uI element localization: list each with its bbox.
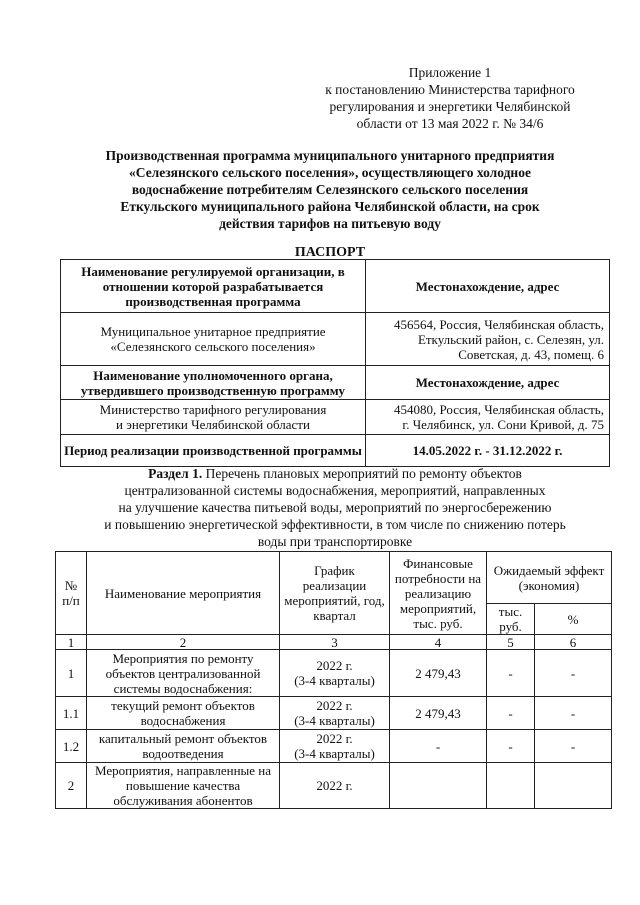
header-finance: Финансовые потребности на реализацию мероприятий, тыс. руб.	[390, 552, 487, 635]
row-effect-pct	[535, 763, 612, 809]
section1-line: Перечень плановых мероприятий по ремонту объектов	[205, 466, 522, 481]
authority-name-line: Министерство тарифного регулирования	[99, 402, 327, 417]
column-number: 2	[87, 635, 280, 650]
row-schedule	[280, 697, 390, 730]
authority-name-cell	[61, 400, 366, 435]
events-table	[55, 551, 612, 809]
header-effect-pct: %	[535, 604, 612, 635]
title-line: Еткульского муниципального района Челябинской области, на срок	[120, 199, 540, 214]
row-finance: -	[390, 730, 487, 763]
row-finance: 2 479,43	[390, 697, 487, 730]
row-name: капитальный ремонт объектов водоотведения	[87, 730, 280, 763]
section1-line: централизованной системы водоснабжения, мероприятий, направленных	[124, 483, 546, 498]
authority-address-line: г. Челябинск, ул. Сони Кривой, д. 75	[402, 417, 604, 432]
schedule-year: 2022 г.	[316, 658, 353, 673]
row-finance	[390, 763, 487, 809]
table-row	[56, 730, 612, 763]
title-line: действия тарифов на питьевую воду	[219, 216, 441, 231]
row-effect-rub: -	[487, 650, 535, 697]
row-name: Мероприятия, направленные на повышение качества обслуживания абонентов	[87, 763, 280, 809]
section1-heading	[55, 465, 615, 550]
column-number: 1	[56, 635, 87, 650]
org-name-line: Муниципальное унитарное предприятие	[100, 324, 326, 339]
row-num: 1.1	[56, 697, 87, 730]
org-address-cell	[366, 313, 610, 366]
section1-line: на улучшение качества питьевой воды, мероприятий по энергосбережению	[118, 500, 552, 515]
row-num: 1.2	[56, 730, 87, 763]
org-address-line: Советская, д. 43, помещ. 6	[458, 346, 604, 362]
header-schedule: График реализации мероприятий, год, квартал	[280, 552, 390, 635]
appendix-line: Приложение 1	[408, 65, 492, 80]
header-num: № п/п	[56, 552, 87, 635]
org-address-line: Еткульский район, с. Селезян, ул.	[417, 331, 604, 347]
row-effect-pct: -	[535, 730, 612, 763]
appendix-note	[300, 64, 600, 132]
column-number: 4	[390, 635, 487, 650]
title-line: «Селезянского сельского поселения», осуществляющего холодное	[129, 165, 531, 180]
table-row	[56, 763, 612, 809]
section1-first-line	[55, 465, 615, 482]
header-effect: Ожидаемый эффект (экономия)	[487, 552, 612, 604]
title-line: водоснабжение потребителям Селезянского сельского поселения	[131, 182, 529, 197]
section1-line: воды при транспортировке	[257, 534, 413, 549]
org-name-line: «Селезянского сельского поселения»	[110, 339, 316, 354]
period-header-cell: Период реализации производственной программы	[61, 435, 366, 467]
row-schedule	[280, 763, 390, 809]
column-number: 6	[535, 635, 612, 650]
row-name: текущий ремонт объектов водоснабжения	[87, 697, 280, 730]
schedule-year: 2022 г.	[316, 731, 353, 746]
header-effect-rub: тыс. руб.	[487, 604, 535, 635]
org-name-cell	[61, 313, 366, 366]
appendix-line: области от 13 мая 2022 г. № 34/6	[356, 116, 544, 131]
section1-line: и повышению энергетической эффективности, в том числе по снижению потерь	[104, 517, 566, 532]
authority-name-line: и энергетики Челябинской области	[116, 417, 310, 432]
passport-table	[60, 259, 610, 467]
row-name: Мероприятия по ремонту объектов централизованной системы водоснабжения:	[87, 650, 280, 697]
authority-address-line: 454080, Россия, Челябинская область,	[394, 402, 604, 417]
schedule-quarters: (3-4 кварталы)	[294, 713, 375, 728]
row-effect-rub: -	[487, 697, 535, 730]
appendix-line: к постановлению Министерства тарифного	[325, 82, 575, 97]
row-effect-pct: -	[535, 650, 612, 697]
period-value-cell: 14.05.2022 г. - 31.12.2022 г.	[366, 435, 610, 467]
row-schedule	[280, 730, 390, 763]
table-row	[56, 650, 612, 697]
section1-label: Раздел 1.	[148, 466, 203, 481]
row-effect-rub: -	[487, 730, 535, 763]
location-header-cell: Местонахождение, адрес	[366, 260, 610, 313]
row-num: 1	[56, 650, 87, 697]
row-effect-rub	[487, 763, 535, 809]
schedule-quarters: (3-4 кварталы)	[294, 673, 375, 688]
row-effect-pct: -	[535, 697, 612, 730]
row-num: 2	[56, 763, 87, 809]
appendix-line: регулирования и энергетики Челябинской	[329, 99, 571, 114]
table-row	[56, 697, 612, 730]
schedule-year: 2022 г.	[316, 778, 353, 793]
header-name: Наименование мероприятия	[87, 552, 280, 635]
authority-address-cell	[366, 400, 610, 435]
org-address-line: 456564, Россия, Челябинская область,	[394, 316, 604, 332]
row-schedule	[280, 650, 390, 697]
authority-header-cell: Наименование уполномоченного органа, утвердившего производственную программу	[61, 366, 366, 400]
column-number: 5	[487, 635, 535, 650]
document-title	[60, 147, 600, 232]
title-line: Производственная программа муниципального унитарного предприятия	[105, 148, 555, 163]
column-number: 3	[280, 635, 390, 650]
passport-heading: ПАСПОРТ	[294, 245, 366, 260]
schedule-quarters: (3-4 кварталы)	[294, 746, 375, 761]
row-finance: 2 479,43	[390, 650, 487, 697]
authority-location-header-cell: Местонахождение, адрес	[366, 366, 610, 400]
schedule-year: 2022 г.	[316, 698, 353, 713]
org-header-cell: Наименование регулируемой организации, в отношении которой разрабатывается производственная программа	[61, 260, 366, 313]
